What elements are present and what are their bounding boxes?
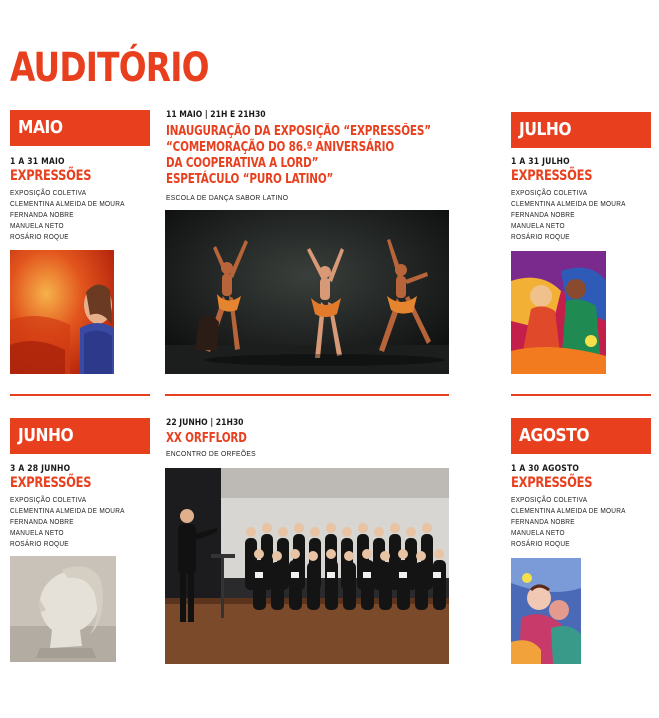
info-line: ROSÁRIO ROQUE (10, 232, 69, 241)
divider-right (511, 394, 651, 396)
month-label-agosto: AGOSTO (519, 425, 590, 446)
exhibition-junho (10, 464, 150, 549)
exhibition-date: 1 A 31 JULHO (511, 157, 570, 167)
exhibition-info (10, 494, 136, 549)
info-line: EXPOSIÇÃO COLETIVA (10, 495, 87, 504)
exhibition-date: 3 A 28 JUNHO (10, 464, 71, 474)
exhibition-date: 1 A 30 AGOSTO (511, 464, 580, 474)
exhibition-info (511, 494, 637, 549)
month-label-maio: MAIO (18, 117, 63, 138)
info-line: EXPOSIÇÃO COLETIVA (10, 188, 87, 197)
event-may-title-line: DA COOPERATIVA A LORD” (166, 156, 319, 171)
exhibition-maio (10, 157, 150, 242)
month-label-junho: JUNHO (18, 425, 74, 446)
divider-left (10, 394, 150, 396)
event-june-date: 22 JUNHO | 21H30 (166, 418, 244, 428)
info-line: MANUELA NETO (10, 528, 64, 537)
info-line: MANUELA NETO (511, 221, 565, 230)
month-bar-maio (10, 110, 150, 146)
info-line: ROSÁRIO ROQUE (10, 539, 69, 548)
event-may-subtitle: ESCOLA DE DANÇA SABOR LATINO (166, 193, 289, 202)
event-may-title (166, 124, 431, 188)
month-bar-agosto (511, 418, 651, 454)
exhibition-info (10, 187, 136, 242)
divider-center (165, 394, 449, 396)
photo-choir (165, 468, 449, 664)
page-title: AUDITÓRIO (10, 45, 209, 91)
info-line: CLEMENTINA ALMEIDA DE MOURA (10, 506, 125, 515)
info-line: FERNANDA NOBRE (511, 517, 575, 526)
info-line: ROSÁRIO ROQUE (511, 539, 570, 548)
month-label-julho: JULHO (519, 119, 572, 140)
info-line: CLEMENTINA ALMEIDA DE MOURA (511, 506, 626, 515)
painting-woman-sunset (10, 250, 114, 374)
info-line: CLEMENTINA ALMEIDA DE MOURA (10, 199, 125, 208)
info-line: EXPOSIÇÃO COLETIVA (511, 188, 588, 197)
info-line: CLEMENTINA ALMEIDA DE MOURA (511, 199, 626, 208)
exhibition-title: EXPRESSÕES (10, 475, 92, 491)
exhibition-title: EXPRESSÕES (511, 475, 593, 491)
photo-dancers (165, 210, 449, 374)
event-june-title: XX ORFFLORD (166, 431, 247, 446)
exhibition-title: EXPRESSÕES (511, 168, 593, 184)
painting-abstract-faces (511, 558, 581, 664)
event-june-subtitle: ENCONTRO DE ORFEÕES (166, 449, 256, 458)
event-may-title-line: “COMEMORAÇÃO DO 86.º ANIVERSÁRIO (166, 140, 395, 155)
exhibition-date: 1 A 31 MAIO (10, 157, 65, 167)
info-line: FERNANDA NOBRE (511, 210, 575, 219)
info-line: FERNANDA NOBRE (10, 517, 74, 526)
event-may-date: 11 MAIO | 21H E 21H30 (166, 110, 266, 120)
info-line: MANUELA NETO (511, 528, 565, 537)
exhibition-title: EXPRESSÕES (10, 168, 92, 184)
info-line: EXPOSIÇÃO COLETIVA (511, 495, 588, 504)
exhibition-agosto (511, 464, 651, 549)
month-bar-julho (511, 112, 651, 148)
month-bar-junho (10, 418, 150, 454)
event-may-title-line: ESPETÁCULO “PURO LATINO” (166, 172, 334, 187)
event-may-title-line: INAUGURAÇÃO DA EXPOSIÇÃO “EXPRESSÕES” (166, 124, 431, 139)
info-line: ROSÁRIO ROQUE (511, 232, 570, 241)
sculpture-bust (10, 556, 116, 662)
info-line: FERNANDA NOBRE (10, 210, 74, 219)
info-line: MANUELA NETO (10, 221, 64, 230)
exhibition-info (511, 187, 637, 242)
painting-colorful-figures (511, 251, 606, 374)
exhibition-julho (511, 157, 651, 242)
